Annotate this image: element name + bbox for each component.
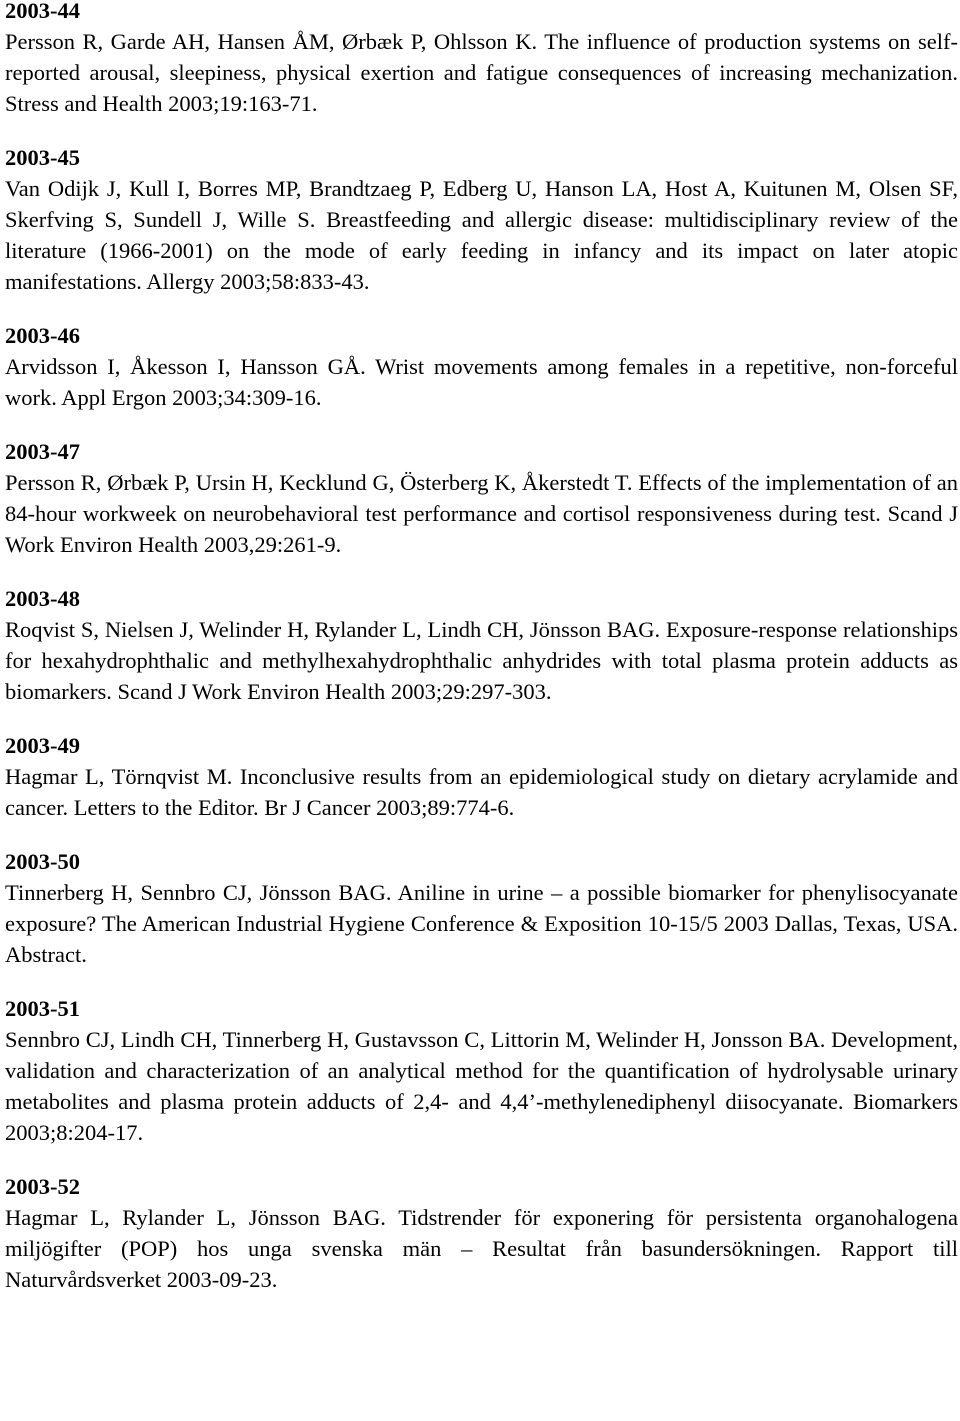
- entry-citation: Roqvist S, Nielsen J, Welinder H, Rylander L, Lindh CH, Jönsson BAG. Exposure-response relationships for hexahydrophthalic and methylhexahydrophthalic anhydrides with total plasma protein adducts as biomarkers. Scand J Work Environ Health 2003;29:297-303.: [5, 617, 958, 704]
- reference-entry-2003-45: [5, 142, 958, 297]
- reference-entry-2003-50: [5, 846, 958, 970]
- entry-number: 2003-46: [5, 323, 80, 348]
- reference-entry-2003-51: [5, 993, 958, 1148]
- entry-number: 2003-50: [5, 849, 80, 874]
- entry-citation: Sennbro CJ, Lindh CH, Tinnerberg H, Gustavsson C, Littorin M, Welinder H, Jonsson BA. Development, validation and characterization of an analytical method for the quantification of hydrolysable urinary metabolites and plasma protein adducts of 2,4- and 4,4’-methylenediphenyl diisocyanate. Biomarkers 2003;8:204-17.: [5, 1027, 958, 1145]
- reference-entry-2003-52: [5, 1171, 958, 1295]
- entry-citation: Arvidsson I, Åkesson I, Hansson GÅ. Wrist movements among females in a repetitive, non-forceful work. Appl Ergon 2003;34:309-16.: [5, 354, 958, 410]
- entry-citation: Tinnerberg H, Sennbro CJ, Jönsson BAG. Aniline in urine – a possible biomarker for phenylisocyanate exposure? The American Industrial Hygiene Conference & Exposition 10-15/5 2003 Dallas, Texas, USA. Abstract.: [5, 880, 958, 967]
- reference-entry-2003-47: [5, 436, 958, 560]
- entry-number: 2003-52: [5, 1174, 80, 1199]
- entry-number: 2003-51: [5, 996, 80, 1021]
- reference-list: [5, 0, 958, 1318]
- entry-citation: Hagmar L, Törnqvist M. Inconclusive results from an epidemiological study on dietary acrylamide and cancer. Letters to the Editor. Br J Cancer 2003;89:774-6.: [5, 764, 958, 820]
- entry-citation: Van Odijk J, Kull I, Borres MP, Brandtzaeg P, Edberg U, Hanson LA, Host A, Kuitunen M, Olsen SF, Skerfving S, Sundell J, Wille S. Breastfeeding and allergic disease: multidisciplinary review of the literature (1966-2001) on the mode of early feeding in infancy and its impact on later atopic manifestations. Allergy 2003;58:833-43.: [5, 176, 958, 294]
- entry-number: 2003-47: [5, 439, 80, 464]
- reference-entry-2003-49: [5, 730, 958, 823]
- entry-number: 2003-44: [5, 0, 80, 23]
- reference-entry-2003-46: [5, 320, 958, 413]
- entry-citation: Hagmar L, Rylander L, Jönsson BAG. Tidstrender för exponering för persistenta organohalogena miljögifter (POP) hos unga svenska män – Resultat från basundersökningen. Rapport till Naturvårdsverket 2003-09-23.: [5, 1205, 958, 1292]
- entry-citation: Persson R, Ørbæk P, Ursin H, Kecklund G, Österberg K, Åkerstedt T. Effects of the implementation of an 84-hour workweek on neurobehavioral test performance and cortisol responsiveness during test. Scand J Work Environ Health 2003,29:261-9.: [5, 470, 958, 557]
- entry-number: 2003-45: [5, 145, 80, 170]
- reference-entry-2003-48: [5, 583, 958, 707]
- entry-citation: Persson R, Garde AH, Hansen ÅM, Ørbæk P, Ohlsson K. The influence of production systems on self-reported arousal, sleepiness, physical exertion and fatigue consequences of increasing mechanization. Stress and Health 2003;19:163-71.: [5, 29, 958, 116]
- entry-number: 2003-48: [5, 586, 80, 611]
- entry-number: 2003-49: [5, 733, 80, 758]
- reference-entry-2003-44: [5, 0, 958, 119]
